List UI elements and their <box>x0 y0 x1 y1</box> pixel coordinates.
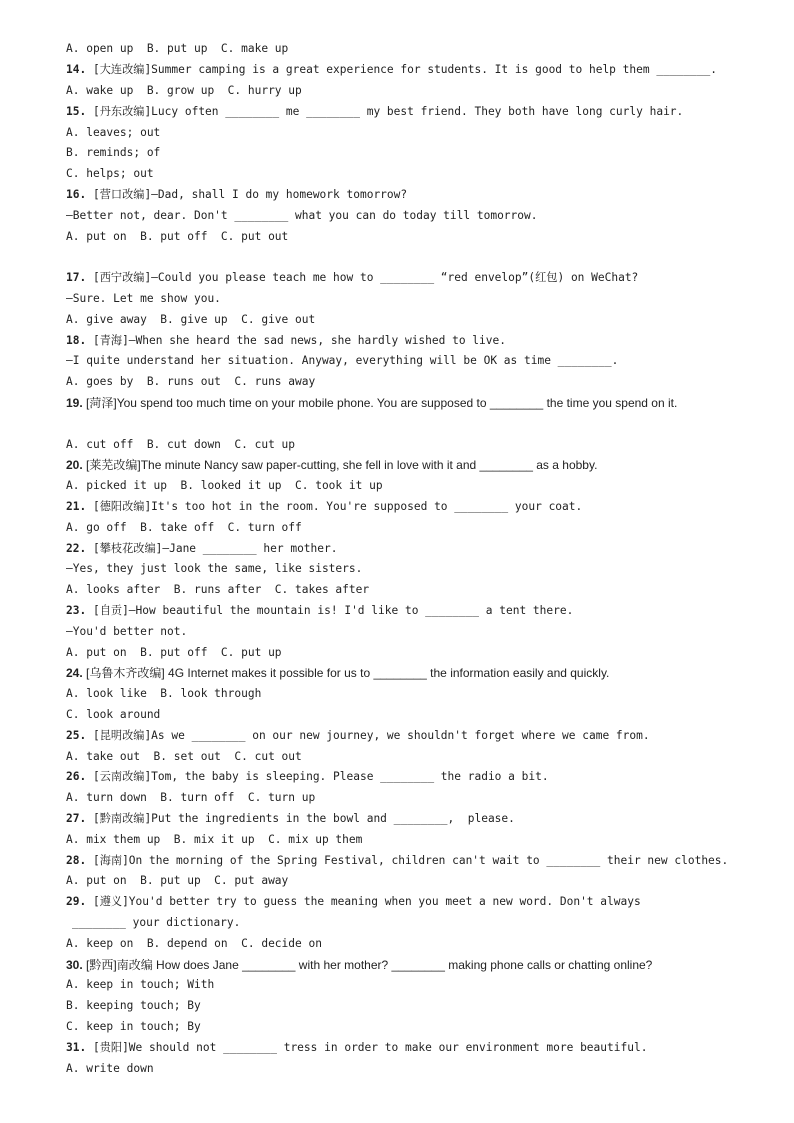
line-text: A. open up B. put up C. make up <box>66 42 289 55</box>
question-number: 26. <box>66 770 87 783</box>
dialogue-line <box>66 562 362 576</box>
option-line <box>66 1062 154 1076</box>
question-24 <box>66 666 609 680</box>
question-23 <box>66 604 573 618</box>
question-number: 30. <box>66 958 83 972</box>
question-text: [海南]On the morning of the Spring Festival, children can't wait to ________ their new clothes. <box>86 854 729 867</box>
question-25 <box>66 729 650 743</box>
question-29 <box>66 895 641 909</box>
options-line <box>66 438 295 452</box>
question-number: 22. <box>66 542 87 555</box>
line-text: A. goes by B. runs out C. runs away <box>66 375 316 388</box>
question-22 <box>66 542 338 556</box>
question-text: [德阳改编]It's too hot in the room. You're supposed to ________ your coat. <box>86 500 583 513</box>
line-text: A. picked it up B. looked it up C. took it up <box>66 479 383 492</box>
line-text: A. give away B. give up C. give out <box>66 313 316 326</box>
question-number: 24. <box>66 666 83 680</box>
question-number: 17. <box>66 271 87 284</box>
option-line <box>66 999 201 1013</box>
line-text: A. write down <box>66 1062 154 1075</box>
options-line <box>66 313 315 327</box>
question-text: [攀枝花改编]—Jane ________ her mother. <box>86 542 338 555</box>
line-text: —I quite understand her situation. Anyway, everything will be OK as time ________. <box>66 354 619 367</box>
question-14 <box>66 63 717 77</box>
question-31 <box>66 1041 647 1055</box>
question-18 <box>66 334 506 348</box>
question-text: [西宁改编]—Could you please teach me how to ________ “red envelop”(红包) on WeChat? <box>86 271 639 284</box>
question-28 <box>66 854 728 868</box>
question-15 <box>66 105 683 119</box>
question-text: [黔西]南改编 How does Jane ________ with her mother? ________ making phone calls or chatting online? <box>82 958 653 972</box>
question-number: 28. <box>66 854 87 867</box>
options-line <box>66 937 322 951</box>
line-text: A. put on B. put off C. put up <box>66 646 282 659</box>
line-text: —Better not, dear. Don't ________ what you can do today till tomorrow. <box>66 209 538 222</box>
dialogue-line <box>66 292 221 306</box>
options-line <box>66 833 362 847</box>
question-number: 14. <box>66 63 87 76</box>
line-text: A. keep in touch; With <box>66 978 215 991</box>
question-26 <box>66 770 549 784</box>
question-text: [昆明改编]As we ________ on our new journey, we shouldn't forget where we came from. <box>86 729 650 742</box>
question-number: 25. <box>66 729 87 742</box>
question-number: 23. <box>66 604 87 617</box>
line-text: —Yes, they just look the same, like sisters. <box>66 562 363 575</box>
dialogue-line <box>66 625 187 639</box>
line-text: A. mix them up B. mix it up C. mix up them <box>66 833 363 846</box>
question-number: 15. <box>66 105 87 118</box>
question-number: 19. <box>66 396 83 410</box>
question-17 <box>66 271 638 285</box>
line-text: A. take out B. set out C. cut out <box>66 750 302 763</box>
option-line <box>66 1020 201 1034</box>
line-text: A. wake up B. grow up C. hurry up <box>66 84 302 97</box>
dialogue-line <box>66 209 537 223</box>
line-text: ________ your dictionary. <box>72 916 241 929</box>
options-line <box>66 646 282 660</box>
line-text: A. leaves; out <box>66 126 161 139</box>
question-continuation <box>72 916 240 930</box>
question-text: [营口改编]—Dad, shall I do my homework tomorrow? <box>86 188 408 201</box>
line-text: A. put on B. put off C. put out <box>66 230 289 243</box>
question-21 <box>66 500 582 514</box>
question-number: 29. <box>66 895 87 908</box>
options-line <box>66 687 261 701</box>
line-text: C. look around <box>66 708 161 721</box>
options-line <box>66 750 302 764</box>
line-text: —Sure. Let me show you. <box>66 292 221 305</box>
line-text: C. helps; out <box>66 167 154 180</box>
question-number: 18. <box>66 334 87 347</box>
line-text: B. reminds; of <box>66 146 161 159</box>
options-line <box>66 479 383 493</box>
line-text: —You'd better not. <box>66 625 188 638</box>
line-text: C. keep in touch; By <box>66 1020 201 1033</box>
question-text: [黔南改编]Put the ingredients in the bowl and ________, please. <box>86 812 515 825</box>
question-number: 20. <box>66 458 83 472</box>
options-line <box>66 521 302 535</box>
question-text: [自贡]—How beautiful the mountain is! I'd like to ________ a tent there. <box>86 604 574 617</box>
option-line <box>66 126 160 140</box>
options-line <box>66 583 369 597</box>
question-text: [贵阳]We should not ________ tress in order to make our environment more beautiful. <box>86 1041 648 1054</box>
option-line <box>66 708 160 722</box>
line-text: A. look like B. look through <box>66 687 262 700</box>
question-text: [乌鲁木齐改编] 4G Internet makes it possible for us to ________ the information easily and quickly. <box>82 666 610 680</box>
question-text: [菏泽]You spend too much time on your mobile phone. You are supposed to ________ the time you spend on it. <box>82 396 678 410</box>
line-text: B. keeping touch; By <box>66 999 201 1012</box>
line-text: A. cut off B. cut down C. cut up <box>66 438 296 451</box>
line-text: A. put on B. put up C. put away <box>66 874 289 887</box>
option-line <box>66 978 214 992</box>
line-text: A. keep on B. depend on C. decide on <box>66 937 322 950</box>
question-text: [青海]—When she heard the sad news, she hardly wished to live. <box>86 334 506 347</box>
question-text: [云南改编]Tom, the baby is sleeping. Please ________ the radio a bit. <box>86 770 549 783</box>
question-number: 27. <box>66 812 87 825</box>
question-20 <box>66 458 597 472</box>
question-16 <box>66 188 407 202</box>
options-line <box>66 874 288 888</box>
options-line <box>66 42 288 56</box>
question-19 <box>38 393 763 414</box>
line-text: A. go off B. take off C. turn off <box>66 521 302 534</box>
question-text: [遵义]You'd better try to guess the meaning when you meet a new word. Don't always <box>86 895 641 908</box>
line-text: A. turn down B. turn off C. turn up <box>66 791 316 804</box>
question-text: [丹东改编]Lucy often ________ me ________ my best friend. They both have long curly hair. <box>86 105 684 118</box>
question-30 <box>66 958 652 972</box>
question-number: 21. <box>66 500 87 513</box>
question-text: [莱芜改编]The minute Nancy saw paper-cutting, she fell in love with it and ________ as a hobby. <box>82 458 598 472</box>
question-27 <box>66 812 515 826</box>
option-line <box>66 146 160 160</box>
question-number: 31. <box>66 1041 87 1054</box>
question-text: [大连改编]Summer camping is a great experience for students. It is good to help them ________. <box>86 63 717 76</box>
line-text: A. looks after B. runs after C. takes after <box>66 583 370 596</box>
dialogue-line <box>66 354 618 368</box>
options-line <box>66 375 315 389</box>
question-number: 16. <box>66 188 87 201</box>
options-line <box>66 230 288 244</box>
option-line <box>66 167 154 181</box>
options-line <box>66 791 315 805</box>
options-line <box>66 84 302 98</box>
